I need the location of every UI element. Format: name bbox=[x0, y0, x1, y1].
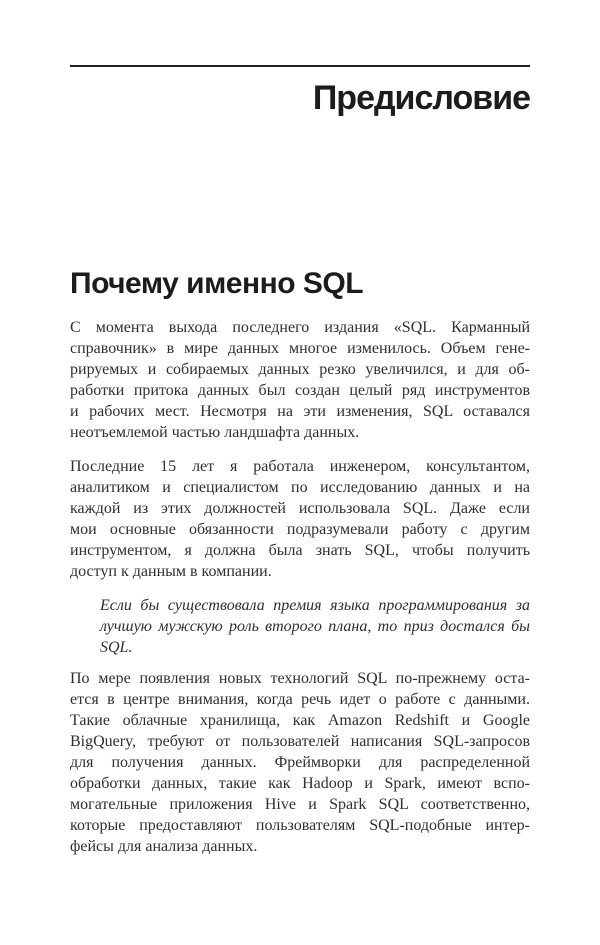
paragraph bbox=[70, 317, 530, 443]
text-line: каждой из этих должностей использовала SQL. Даже если bbox=[70, 500, 530, 517]
text-line: работки притока данных был создан целый ряд инструментов bbox=[70, 382, 530, 399]
text-line: для получения данных. Фреймворки для распределенной bbox=[70, 754, 530, 771]
text-line: которые предоставляют пользователям SQL-подобные интер- bbox=[70, 817, 530, 834]
text-line: SQL. bbox=[100, 639, 133, 656]
text-line: обработки данных, такие как Hadoop и Spark, имеют вспо- bbox=[70, 775, 530, 792]
text-line: инструментом, я должна была знать SQL, чтобы получить bbox=[70, 542, 530, 559]
text-line: неотъемлемой частью ландшафта данных. bbox=[70, 424, 360, 441]
text-line: мои основные обязанности подразумевали работу с другим bbox=[70, 521, 530, 538]
text-line: фейсы для анализа данных. bbox=[70, 838, 258, 855]
block-quote bbox=[100, 595, 530, 658]
text-line: доступ к данным в компании. bbox=[70, 563, 272, 580]
paragraph bbox=[70, 456, 530, 582]
text-line: Если бы существовала премия языка программирования за bbox=[100, 597, 530, 614]
section-title: Почему именно SQL bbox=[70, 267, 364, 300]
text-line: и рабочих мест. Несмотря на эти изменения, SQL оставался bbox=[70, 403, 530, 420]
text-line: ется в центре внимания, когда речь идет о работе с данными. bbox=[70, 691, 530, 708]
text-line: По мере появления новых технологий SQL по-прежнему оста- bbox=[70, 670, 530, 687]
content bbox=[70, 317, 530, 857]
text-line: Последние 15 лет я работала инженером, консультантом, bbox=[70, 458, 530, 475]
text-line: BigQuery, требуют от пользователей написания SQL-запросов bbox=[70, 733, 530, 750]
text-line: аналитиком и специалистом по исследованию данных и на bbox=[70, 479, 530, 496]
text-line: могательные приложения Hive и Spark SQL соответственно, bbox=[70, 796, 530, 813]
text-line: справочник» в мире данных многое изменилось. Объем гене- bbox=[70, 340, 530, 357]
text-line: Такие облачные хранилища, как Amazon Redshift и Google bbox=[70, 712, 530, 729]
text-line: рируемых и собираемых данных резко увеличился, и для об- bbox=[70, 361, 530, 378]
header-rule bbox=[70, 65, 530, 67]
text-line: С момента выхода последнего издания «SQL. Карманный bbox=[70, 319, 530, 336]
preface-title: Предисловие bbox=[312, 79, 530, 117]
paragraph bbox=[70, 668, 530, 857]
text-line: лучшую мужскую роль второго плана, то приз достался бы bbox=[100, 618, 530, 635]
